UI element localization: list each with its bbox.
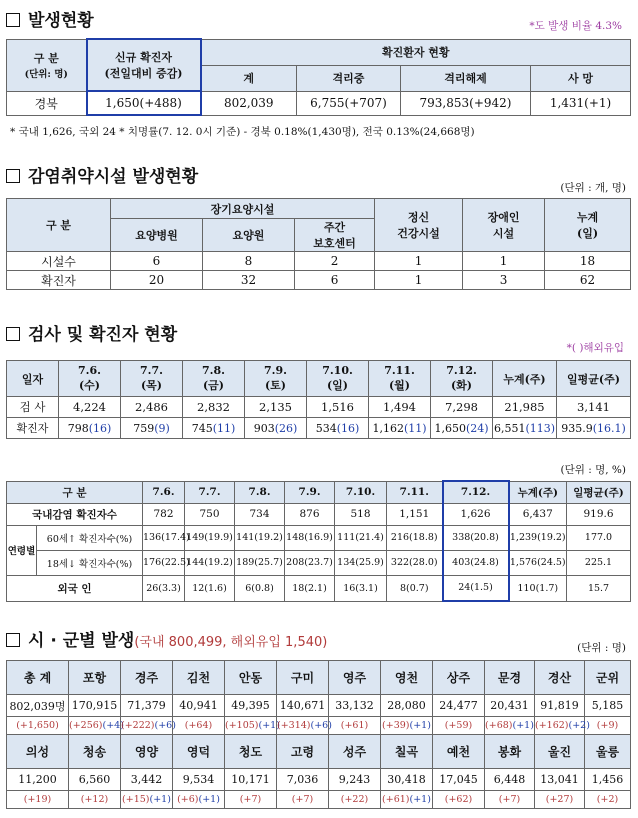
section5-title: 시 · 군별 발생(국내 800,499, 해외유입 1,540): [6, 626, 327, 651]
city-name: 군위: [585, 661, 631, 695]
city-name: 영덕: [173, 735, 225, 769]
city-change: (+64): [173, 717, 225, 735]
city-name: 김천: [173, 661, 225, 695]
city-name: 성주: [329, 735, 381, 769]
city-total: 11,200: [7, 769, 69, 791]
footnote: * 국내 1,626, 국외 24 * 치명률(7. 12. 0시 기준) - 경북 0.18%(1,430명), 전국 0.13%(24,668명): [10, 126, 475, 138]
table-row: 확진자 798(16) 759(9) 745(11) 903(26) 534(16) 1,162(11) 1,650(24) 6,551(113) 935.9(16.1): [7, 418, 631, 439]
section2-title: 감염취약시설 발생현황: [6, 162, 198, 187]
city-name: 안동: [225, 661, 277, 695]
city-total: 9,243: [329, 769, 381, 791]
status-table: 구 분 (단위: 명) 신규 확진자 (전일대비 증감) 확진환자 현황 계 격리중 격리해제 사 망 경북 1,650(+488) 802,039 6,755(+707) 793,853(+942) 1,431(+1): [6, 38, 631, 116]
age-table: 구 분 7.6. 7.7. 7.8. 7.9. 7.10. 7.11. 7.12. 누계(주) 일평균(주) 국내감염 확진자수 782 750 734 876 518 1,151 1,626 6,437 919.6 연령별 60세↑ 확진자수(%) 136(17.4) 149(19.9) 141(19.2) 148(16.9) 111(21.4) 216(18.8) 338(20.8) 1,239(19.2) 177.0 18세↓ 확진자수(%) 176(22.5) 144(19.2) 189(25.7) 208(23.7) 134(25.9) 322(28.0) 403(24.8) 1,576(24.5) 225.1 외국 인 26(3.3) 12(1.6) 6(0.8) 18(2.1) 16(3.1) 8(0.7) 24(1.5) 110(1.7) 15.7: [6, 480, 631, 602]
section1-title: 발생현황: [6, 6, 94, 31]
city-change: (+314)(+6): [277, 717, 329, 735]
city-change: (+222)(+6): [121, 717, 173, 735]
city-name: 봉화: [485, 735, 535, 769]
city-name: 상주: [433, 661, 485, 695]
city-change: (+15)(+1): [121, 791, 173, 809]
unit-note: (단위 : 명, %): [560, 464, 626, 476]
city-name: 포항: [69, 661, 121, 695]
table-row: 연령별 60세↑ 확진자수(%) 136(17.4) 149(19.9) 141(19.2) 148(16.9) 111(21.4) 216(18.8) 338(20.8) 1,239(19.2) 177.0: [7, 525, 631, 550]
city-name: 울진: [535, 735, 585, 769]
gubun-header: 구 분 (단위: 명): [7, 39, 87, 91]
overseas-note: *( )해외유입: [566, 342, 624, 354]
city-change: (+19): [7, 791, 69, 809]
facility-table: 구 분 장기요양시설 정신 건강시설 장애인 시설 누계 (일) 요양병원 요양원 주간 보호센터 시설수 6 8 2 1 1 18 확진자 20 32 6 1 3 62: [6, 198, 631, 290]
city-total: 17,045: [433, 769, 485, 791]
city-change: (+105)(+1): [225, 717, 277, 735]
test-table: 일자 7.6. (수) 7.7. (목) 7.8. (금) 7.9. (토) 7.10. (일) 7.11. (월) 7.12. (화) 누계(주) 일평균(주) 검 사 4,224 2,486 2,832 2,135 1,516 1,494 7,298 21,985 3,141 확진자 798(16) 759(9) 745(11) 903(26) 534(16) 1,162(11) 1,650(24) 6,551(113) 935.9(16.1): [6, 360, 631, 439]
checkbox-icon: [6, 633, 20, 647]
city-total: 71,379: [121, 695, 173, 717]
table-row: [7, 735, 631, 769]
table-row: [7, 661, 631, 695]
table-row: [7, 791, 631, 809]
city-change: (+256)(+4): [69, 717, 121, 735]
city-change: (+9): [585, 717, 631, 735]
city-name: 구미: [277, 661, 329, 695]
city-total: 13,041: [535, 769, 585, 791]
city-name: 청송: [69, 735, 121, 769]
checkbox-icon: [6, 169, 20, 183]
city-total: 1,456: [585, 769, 631, 791]
city-total: 5,185: [585, 695, 631, 717]
city-name: 칠곡: [381, 735, 433, 769]
city-change: (+7): [485, 791, 535, 809]
unit-note: (단위 : 개, 명): [560, 182, 626, 194]
table-row: 확진자 20 32 6 1 3 62: [7, 271, 631, 290]
city-change: (+7): [225, 791, 277, 809]
city-name: 총 계: [7, 661, 69, 695]
city-change: (+7): [277, 791, 329, 809]
table-row: [7, 769, 631, 791]
city-total: 10,171: [225, 769, 277, 791]
city-change: (+162)(+2): [535, 717, 585, 735]
city-name: 울릉: [585, 735, 631, 769]
city-change: (+62): [433, 791, 485, 809]
city-total: 6,448: [485, 769, 535, 791]
city-total: 802,039명: [7, 695, 69, 717]
city-total: 28,080: [381, 695, 433, 717]
table-row: 18세↓ 확진자수(%) 176(22.5) 144(19.2) 189(25.7) 208(23.7) 134(25.9) 322(28.0) 403(24.8) 1,576(24.5) 225.1: [7, 550, 631, 575]
table-row: 외국 인 26(3.3) 12(1.6) 6(0.8) 18(2.1) 16(3.1) 8(0.7) 24(1.5) 110(1.7) 15.7: [7, 575, 631, 601]
city-total: 3,442: [121, 769, 173, 791]
city-table: [6, 660, 631, 809]
city-total: 7,036: [277, 769, 329, 791]
city-change: (+59): [433, 717, 485, 735]
city-change: (+22): [329, 791, 381, 809]
city-name: 영주: [329, 661, 381, 695]
city-total: 6,560: [69, 769, 121, 791]
status-header: 확진환자 현황: [201, 39, 631, 65]
city-change: (+68)(+1): [485, 717, 535, 735]
city-total: 91,819: [535, 695, 585, 717]
city-total: 9,534: [173, 769, 225, 791]
checkbox-icon: [6, 13, 20, 27]
city-name: 문경: [485, 661, 535, 695]
city-change: (+61)(+1): [381, 791, 433, 809]
city-name: 예천: [433, 735, 485, 769]
city-total: 20,431: [485, 695, 535, 717]
unit-note: (단위 : 명): [577, 642, 626, 654]
table-row: [7, 717, 631, 735]
city-total: 33,132: [329, 695, 381, 717]
city-name: 경산: [535, 661, 585, 695]
checkbox-icon: [6, 327, 20, 341]
table-row: 경북 1,650(+488) 802,039 6,755(+707) 793,853(+942) 1,431(+1): [7, 91, 631, 115]
city-change: (+1,650): [7, 717, 69, 735]
city-total: 140,671: [277, 695, 329, 717]
city-change: (+39)(+1): [381, 717, 433, 735]
city-change: (+2): [585, 791, 631, 809]
city-name: 영양: [121, 735, 173, 769]
city-total: 170,915: [69, 695, 121, 717]
city-name: 청도: [225, 735, 277, 769]
table-row: 국내감염 확진자수 782 750 734 876 518 1,151 1,626 6,437 919.6: [7, 503, 631, 525]
city-name: 경주: [121, 661, 173, 695]
table-row: [7, 695, 631, 717]
city-total: 24,477: [433, 695, 485, 717]
city-change: (+6)(+1): [173, 791, 225, 809]
city-name: 고령: [277, 735, 329, 769]
city-change: (+27): [535, 791, 585, 809]
ratio-note: *도 발생 비율 4.3%: [529, 20, 622, 32]
city-total: 30,418: [381, 769, 433, 791]
city-change: (+61): [329, 717, 381, 735]
section3-title: 검사 및 확진자 현황: [6, 320, 177, 345]
city-total: 49,395: [225, 695, 277, 717]
city-total: 40,941: [173, 695, 225, 717]
city-name: 영천: [381, 661, 433, 695]
city-change: (+12): [69, 791, 121, 809]
table-row: 시설수 6 8 2 1 1 18: [7, 252, 631, 271]
new-cases-header: 신규 확진자 (전일대비 증감): [87, 39, 201, 91]
city-name: 의성: [7, 735, 69, 769]
table-row: 검 사 4,224 2,486 2,832 2,135 1,516 1,494 7,298 21,985 3,141: [7, 397, 631, 418]
